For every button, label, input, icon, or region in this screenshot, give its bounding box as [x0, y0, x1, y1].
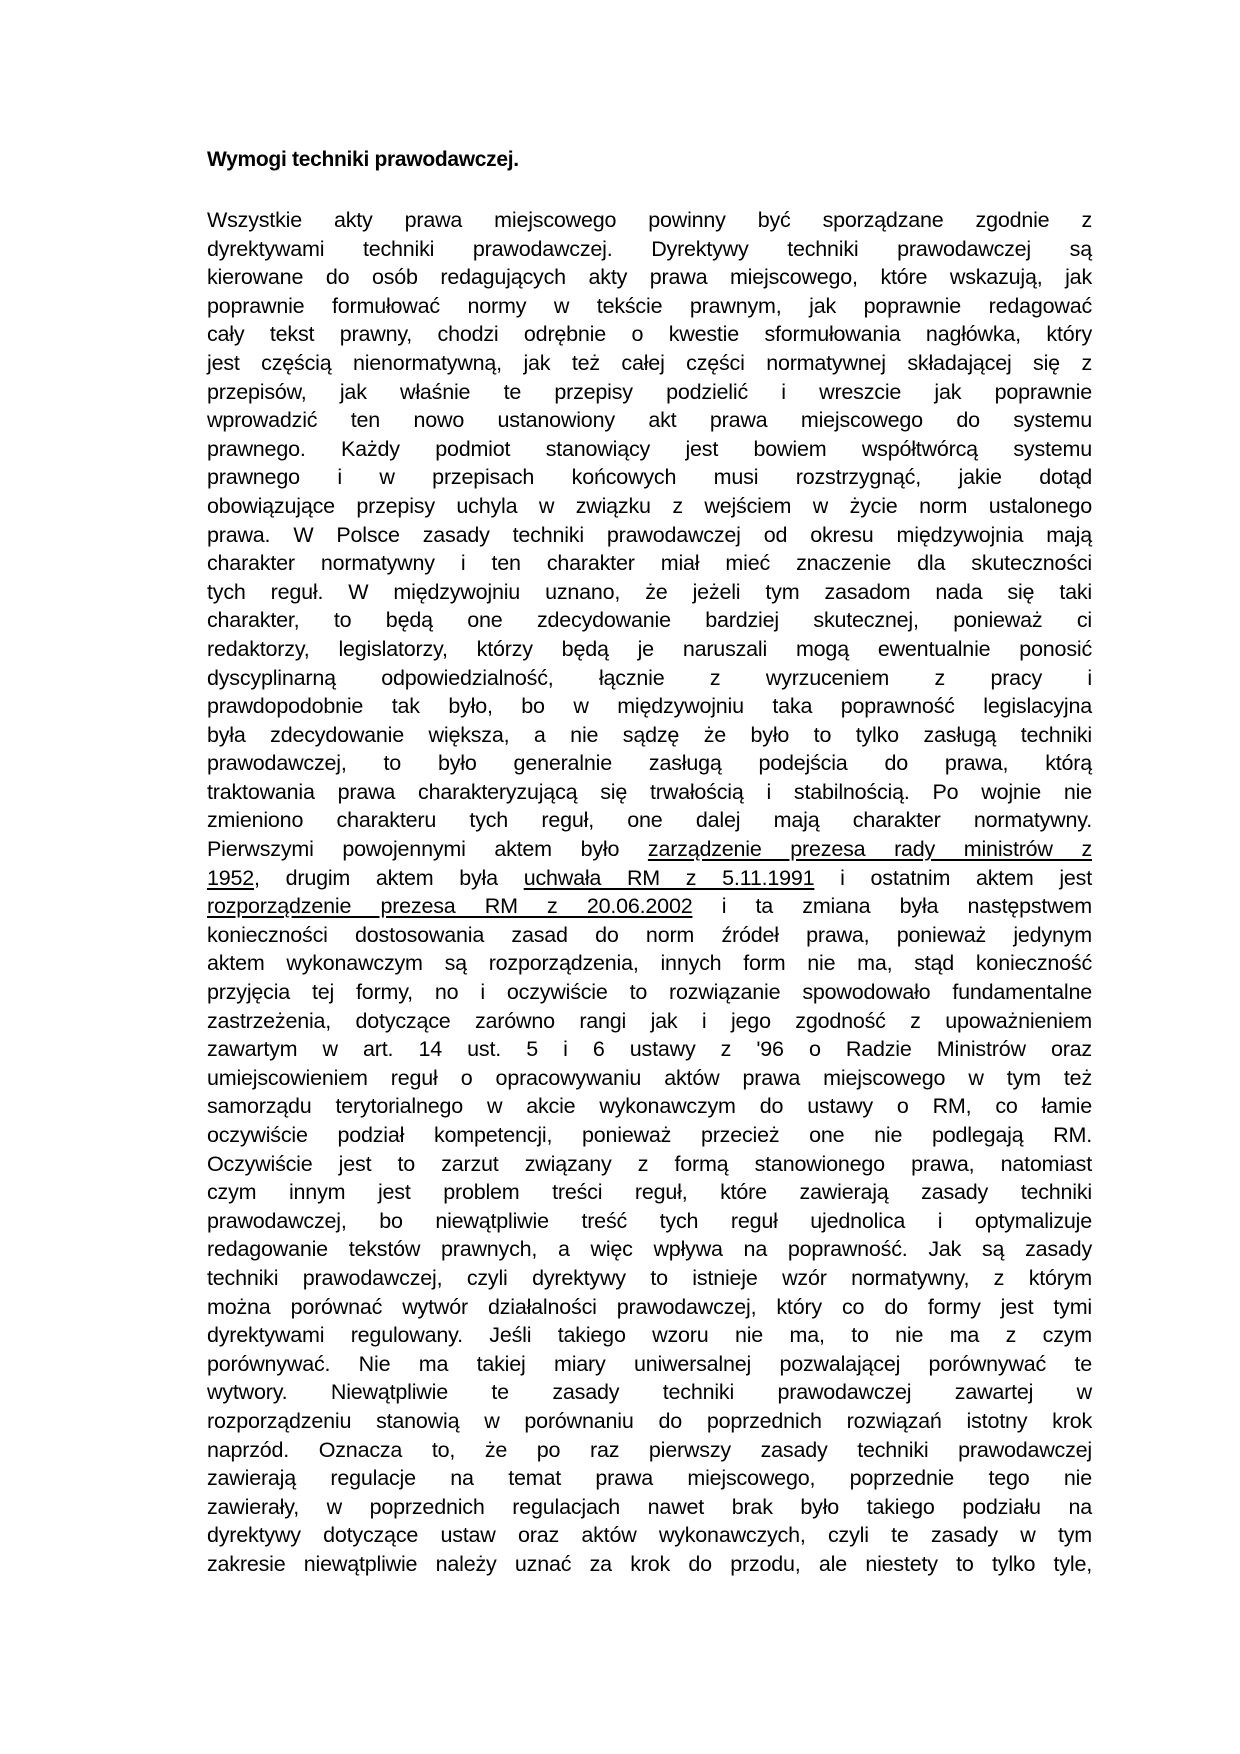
- text-line: oczywiście podział kompetencji, ponieważ przecież one nie podlegają RM.: [207, 1123, 1092, 1147]
- text-line: naprzód. Oznacza to, że po raz pierwszy zasady techniki prawodawczej: [207, 1437, 1092, 1462]
- text-line: dyrektywy dotyczące ustaw oraz aktów wykonawczych, czyli te zasady w tym: [207, 1523, 1092, 1548]
- text-line: przepisów, jak właśnie te przepisy podzielić i wreszcie jak poprawnie: [207, 379, 1092, 404]
- text-segment: Pierwszymi powojennymi aktem było: [207, 837, 648, 862]
- text-line: zawierają regulacje na temat prawa miejscowego, poprzednie tego nie: [207, 1466, 1092, 1491]
- text-line: zakresie niewątpliwie należy uznać za krok do przodu, ale niestety to tylko tyle,: [207, 1551, 1092, 1576]
- text-line: prawodawczej, to było generalnie zasługą podejścia do prawa, którą: [207, 751, 1092, 776]
- text-line: prawa. W Polsce zasady techniki prawodawczej od okresu międzywojnia mają: [207, 522, 1092, 547]
- regulation-link-1952-year[interactable]: 1952: [207, 865, 255, 890]
- text-line: kierowane do osób redagujących akty prawa miejscowego, które wskazują, jak: [207, 265, 1092, 290]
- text-line: dyrektywami regulowany. Jeśli takiego wzoru nie ma, to nie ma z czym: [207, 1323, 1092, 1348]
- body-text: [207, 206, 1092, 1579]
- text-line: dyscyplinarną odpowiedzialność, łącznie z wyrzuceniem z pracy i: [207, 665, 1092, 690]
- text-line: przyjęcia tej formy, no i oczywiście to rozwiązanie spowodowało fundamentalne: [207, 980, 1092, 1005]
- document-page: [207, 148, 1092, 1579]
- text-line: umiejscowieniem reguł o opracowywaniu aktów prawa miejscowego w tym też: [207, 1065, 1092, 1090]
- regulation-link-2002[interactable]: rozporządzenie prezesa RM z 20.06.2002: [207, 894, 693, 919]
- text-line: jest częścią nienormatywną, jak też całej części normatywnej składającej się z: [207, 350, 1092, 375]
- text-segment: i ta zmiana była następstwem: [692, 894, 1092, 919]
- text-line: wytwory. Niewątpliwie te zasady techniki prawodawczej zawartej w: [207, 1380, 1092, 1405]
- text-segment: i ostatnim aktem jest: [814, 865, 1092, 890]
- text-line: dyrektywami techniki prawodawczej. Dyrektywy techniki prawodawczej są: [207, 236, 1092, 261]
- text-line-linked: [207, 892, 1092, 921]
- text-line: traktowania prawa charakteryzującą się trwałością i stabilnością. Po wojnie nie: [207, 779, 1092, 804]
- text-line: poprawnie formułować normy w tekście prawnym, jak poprawnie redagować: [207, 293, 1092, 318]
- text-line: prawodawczej, bo niewątpliwie treść tych reguł ujednolica i optymalizuje: [207, 1208, 1092, 1233]
- text-segment: , drugim aktem była: [254, 865, 524, 890]
- text-line: techniki prawodawczej, czyli dyrektywy to istnieje wzór normatywny, z którym: [207, 1265, 1092, 1290]
- text-line-linked: [207, 835, 1092, 864]
- text-line: charakter normatywny i ten charakter miał mieć znaczenie dla skuteczności: [207, 551, 1092, 576]
- text-line: zmieniono charakteru tych reguł, one dalej mają charakter normatywny.: [207, 808, 1092, 833]
- text-line: czym innym jest problem treści reguł, które zawierają zasady techniki: [207, 1180, 1092, 1205]
- regulation-link-1952[interactable]: zarządzenie prezesa rady ministrów z: [647, 837, 1092, 862]
- text-line: Oczywiście jest to zarzut związany z formą stanowionego prawa, natomiast: [207, 1151, 1092, 1176]
- text-line: była zdecydowanie większa, a nie sądzę że było to tylko zasługą techniki: [207, 722, 1092, 747]
- text-line: aktem wykonawczym są rozporządzenia, innych form nie ma, stąd konieczność: [207, 951, 1092, 976]
- text-line: konieczności dostosowania zasad do norm źródeł prawa, ponieważ jedynym: [207, 922, 1092, 947]
- text-line: można porównać wytwór działalności prawodawczej, który co do formy jest tymi: [207, 1294, 1092, 1319]
- text-line: prawnego i w przepisach końcowych musi rozstrzygnąć, jakie dotąd: [207, 465, 1092, 490]
- text-line: Wszystkie akty prawa miejscowego powinny być sporządzane zgodnie z: [207, 208, 1092, 232]
- text-line: obowiązujące przepisy uchyla w związku z wejściem w życie norm ustalonego: [207, 493, 1092, 518]
- text-line: charakter, to będą one zdecydowanie bardziej skutecznej, ponieważ ci: [207, 608, 1092, 633]
- text-line: prawdopodobnie tak było, bo w międzywojniu taka poprawność legislacyjna: [207, 694, 1092, 719]
- text-line: redaktorzy, legislatorzy, którzy będą je naruszali mogą ewentualnie ponosić: [207, 636, 1092, 661]
- text-line: zastrzeżenia, dotyczące zarówno rangi jak i jego zgodność z upoważnieniem: [207, 1008, 1092, 1033]
- text-line: prawnego. Każdy podmiot stanowiący jest bowiem współtwórcą systemu: [207, 436, 1092, 461]
- document-title: Wymogi techniki prawodawczej.: [207, 148, 519, 171]
- text-line: samorządu terytorialnego w akcie wykonawczym do ustawy o RM, co łamie: [207, 1094, 1092, 1119]
- text-line: cały tekst prawny, chodzi odrębnie o kwestie sformułowania nagłówka, który: [207, 322, 1092, 347]
- text-line: wprowadzić ten nowo ustanowiony akt prawa miejscowego do systemu: [207, 408, 1092, 433]
- text-line: rozporządzeniu stanowią w porównaniu do poprzednich rozwiązań istotny krok: [207, 1408, 1092, 1433]
- text-line-linked: [207, 864, 1092, 893]
- text-line: zawartym w art. 14 ust. 5 i 6 ustawy z '96 o Radzie Ministrów oraz: [207, 1037, 1092, 1062]
- text-line: porównywać. Nie ma takiej miary uniwersalnej pozwalającej porównywać te: [207, 1351, 1092, 1376]
- text-line: redagowanie tekstów prawnych, a więc wpływa na poprawność. Jak są zasady: [207, 1237, 1092, 1262]
- text-line: zawierały, w poprzednich regulacjach nawet brak było takiego podziału na: [207, 1494, 1092, 1519]
- text-line: tych reguł. W międzywojniu uznano, że jeżeli tym zasadom nada się taki: [207, 579, 1092, 604]
- resolution-link-1991[interactable]: uchwała RM z 5.11.1991: [523, 865, 815, 890]
